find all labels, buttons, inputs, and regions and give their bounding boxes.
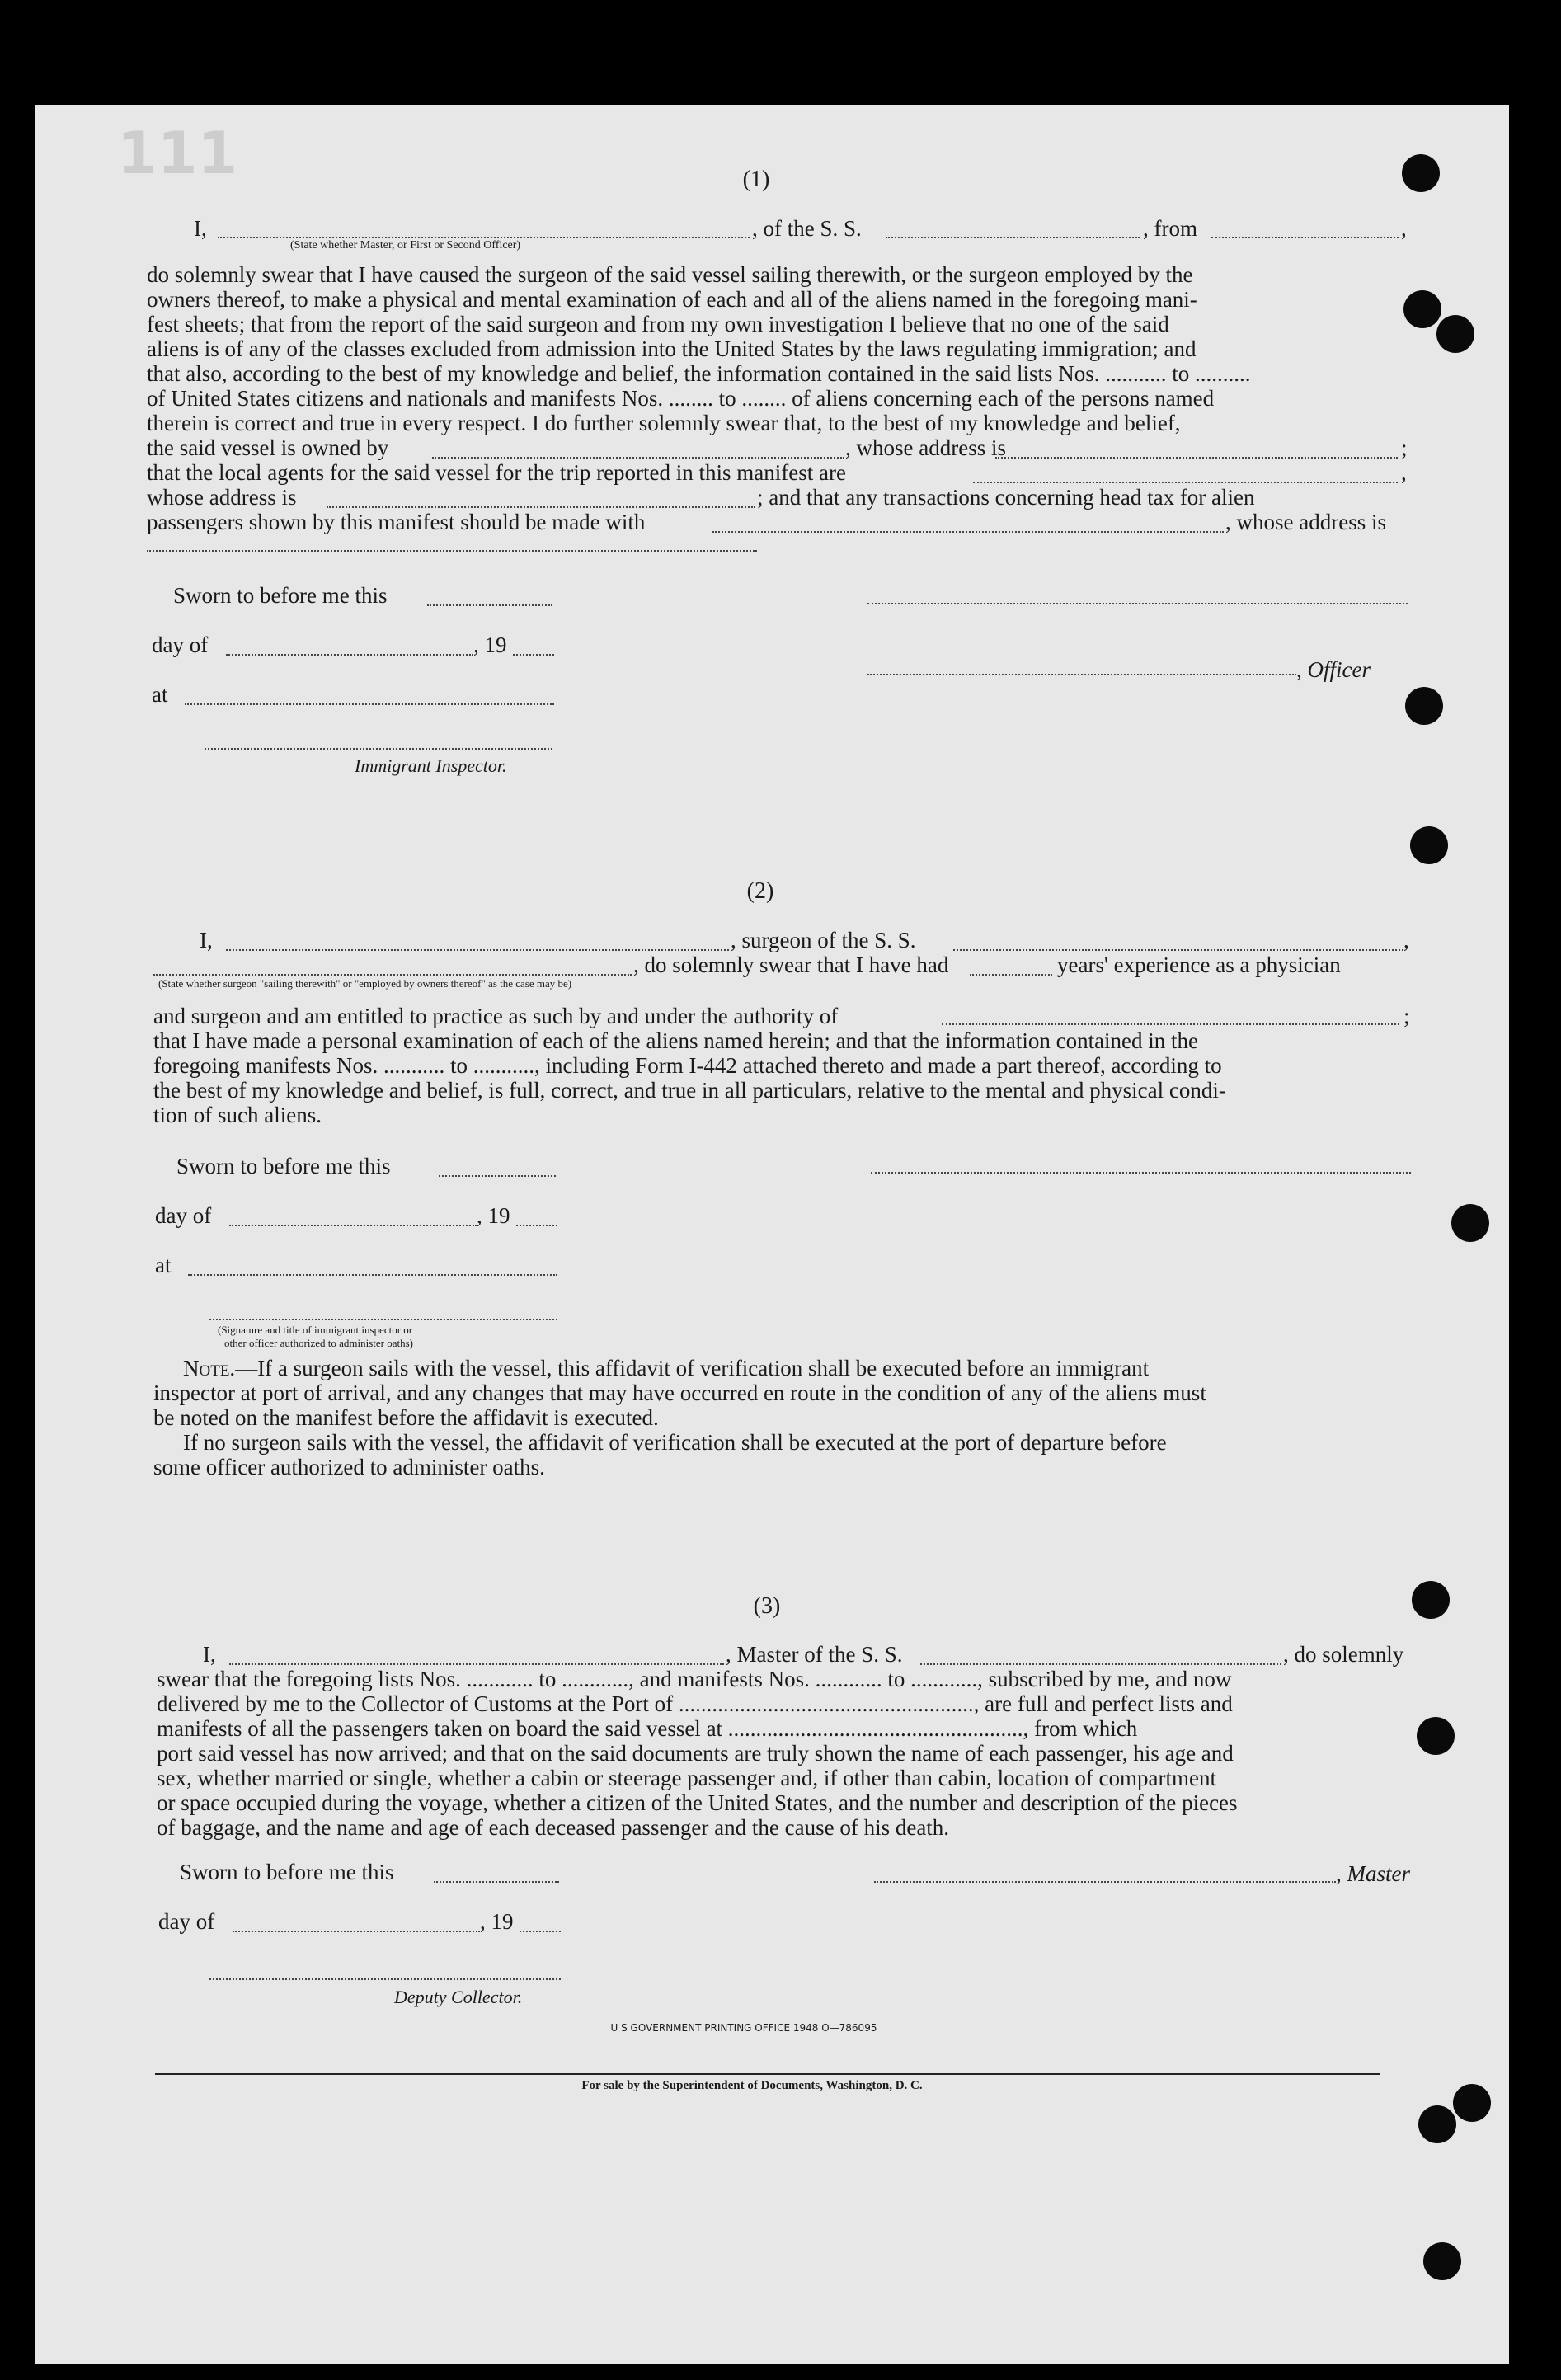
surgeon-type-blank[interactable] — [153, 974, 632, 976]
note-label: Note. — [183, 1356, 236, 1380]
body-line: that also, according to the best of my knowledge and belief, the information contained in the said lists Nos. ........... to .......... — [147, 361, 1251, 386]
at-label: at — [155, 1253, 172, 1277]
master-of-label: , Master of the S. S. — [726, 1642, 903, 1667]
surgeon-type-hint: (State whether surgeon "sailing therewith" or "employed by owners thereof" as the case may be) — [158, 977, 572, 990]
note-line — [153, 1356, 1413, 1380]
semicolon: ; — [1403, 1004, 1410, 1028]
binder-hole — [1402, 154, 1440, 192]
at-blank[interactable] — [185, 703, 554, 705]
section-3-vessel-blank[interactable] — [920, 1663, 1281, 1665]
local-agents-label: that the local agents for the said vessel for the trip reported in this manifest are — [147, 460, 846, 485]
note-line: inspector at port of arrival, and any changes that may have occurred en route in the condition of any of the aliens must — [153, 1380, 1206, 1405]
do-solemnly-label: , do solemnly — [1283, 1642, 1404, 1667]
body-line: of baggage, and the name and age of each deceased passenger and the cause of his death. — [157, 1815, 950, 1840]
binder-hole — [1412, 1581, 1450, 1619]
section-1-body — [147, 262, 1410, 435]
body-line: tion of such aliens. — [153, 1103, 322, 1127]
officer-hint: (State whether Master, or First or Second Officer) — [290, 239, 521, 252]
body-line: do solemnly swear that I have caused the surgeon of the said vessel sailing therewith, or the surgeon employed by the — [147, 262, 1193, 287]
note-line: be noted on the manifest before the affidavit is executed. — [153, 1405, 659, 1430]
binder-hole — [1423, 2242, 1461, 2280]
body-line: swear that the foregoing lists Nos. ............ to ............, and manifests Nos. ............ to ............, subscribed by me, and now — [157, 1667, 1232, 1691]
signature-hint: (Signature and title of immigrant inspector or — [218, 1324, 413, 1336]
inspector-label: Immigrant Inspector. — [355, 755, 507, 776]
authority-blank[interactable] — [942, 1023, 1399, 1025]
section-2-vessel-blank[interactable] — [953, 949, 1403, 951]
day-of-blank[interactable] — [233, 1931, 480, 1932]
master-label: , Master — [1336, 1861, 1410, 1886]
collector-label: Deputy Collector. — [394, 1987, 523, 2007]
body-line: or space occupied during the voyage, whether a citizen of the United States, and the number and description of the pieces — [157, 1790, 1238, 1815]
body-line: manifests of all the passengers taken on board the said vessel at ....................................................., from which — [157, 1716, 1138, 1741]
body-line: of United States citizens and nationals and manifests Nos. ........ to ........ of aliens concerning each of the persons named — [147, 386, 1215, 411]
comma: , — [1401, 460, 1407, 485]
head-tax-agent-blank[interactable] — [712, 531, 1224, 533]
local-agents-blank[interactable] — [973, 482, 1398, 483]
faded-stamp: 111 — [117, 120, 238, 187]
year-label: , 19 — [477, 1203, 510, 1228]
body-line: foregoing manifests Nos. ........... to ..........., including Form I-442 attached thereto and made a part thereof, according to — [153, 1053, 1222, 1078]
form-page — [35, 105, 1509, 2364]
section-2-number: (2) — [746, 878, 774, 904]
body-line: port said vessel has now arrived; and that on the said documents are truly shown the name of each passenger, his age and — [157, 1741, 1234, 1766]
body-line: sex, whether married or single, whether a cabin or steerage passenger and, if other than cabin, location of compartment — [157, 1766, 1217, 1790]
year-label: , 19 — [473, 633, 507, 657]
signature-hint: other officer authorized to administer oaths) — [224, 1337, 413, 1349]
inspector-signature-blank[interactable] — [205, 748, 552, 750]
year-blank[interactable] — [520, 1931, 561, 1932]
passengers-label: passengers shown by this manifest should be made with — [147, 510, 646, 534]
sworn-date-blank[interactable] — [427, 604, 552, 606]
sworn-date-blank[interactable] — [434, 1881, 559, 1883]
surgeon-of-label: , surgeon of the S. S. — [731, 928, 916, 952]
agent-address-blank[interactable] — [327, 506, 755, 508]
master-name-blank[interactable] — [229, 1663, 724, 1665]
at-label: at — [152, 682, 168, 707]
binder-hole — [1417, 1717, 1455, 1755]
surgeon-signature-blank[interactable] — [871, 1172, 1411, 1174]
collector-signature-blank[interactable] — [209, 1978, 561, 1980]
body-line: fest sheets; that from the report of the said surgeon and from my own investigation I believe that no one of the said — [147, 312, 1169, 336]
agent-address-label: whose address is — [147, 485, 297, 510]
surgeon-name-blank[interactable] — [226, 949, 729, 951]
years-blank[interactable] — [970, 974, 1052, 976]
body-line: delivered by me to the Collector of Customs at the Port of ....................................................., are full and perfect lists and — [157, 1691, 1233, 1716]
body-line: and surgeon and am entitled to practice as such by and under the authority of — [153, 1004, 839, 1028]
binder-hole — [1410, 826, 1448, 864]
body-line: aliens is of any of the classes excluded from admission into the United States by the laws regulating immigration; and — [147, 336, 1197, 361]
note-line: some officer authorized to administer oaths. — [153, 1455, 545, 1479]
day-of-blank[interactable] — [229, 1225, 477, 1226]
comma: , — [1401, 216, 1407, 241]
years-label: years' experience as a physician — [1057, 952, 1341, 977]
note-text: —If a surgeon sails with the vessel, this affidavit of verification shall be executed before an immigrant — [235, 1356, 1150, 1380]
head-tax-text: ; and that any transactions concerning head tax for alien — [757, 485, 1255, 510]
section-2-note — [153, 1356, 1413, 1479]
owner-address-label: , whose address is — [845, 435, 1006, 460]
officer-title-blank[interactable] — [867, 674, 1296, 675]
binder-hole — [1436, 315, 1474, 353]
day-of-blank[interactable] — [226, 654, 473, 656]
note-line: If no surgeon sails with the vessel, the affidavit of verification shall be executed at the port of departure before — [183, 1430, 1167, 1455]
binder-hole — [1451, 1204, 1489, 1242]
section-3-i-label: I, — [203, 1642, 216, 1667]
semicolon: ; — [1401, 435, 1408, 460]
owned-by-label: the said vessel is owned by — [147, 435, 389, 460]
day-of-label: day of — [155, 1203, 212, 1228]
body-line: that I have made a personal examination of each of the aliens named herein; and that the information contained in the — [153, 1028, 1199, 1053]
sworn-label: Sworn to before me this — [176, 1154, 391, 1178]
officer-signature-blank[interactable] — [867, 603, 1408, 604]
section-2-body — [153, 1004, 1411, 1127]
section-1-from-label: , from — [1143, 216, 1197, 241]
sworn-label: Sworn to before me this — [180, 1860, 394, 1884]
binder-hole — [1403, 290, 1441, 328]
vessel-name-blank[interactable] — [886, 237, 1140, 238]
at-blank[interactable] — [188, 1274, 557, 1276]
section-1-i-label: I, — [194, 216, 207, 241]
binder-hole — [1418, 2105, 1456, 2143]
officer-label: , Officer — [1296, 657, 1371, 682]
swear-had-label: , do solemnly swear that I have had — [633, 952, 949, 977]
footer-sale-note: For sale by the Superintendent of Documents, Washington, D. C. — [581, 2079, 923, 2092]
day-of-label: day of — [158, 1909, 215, 1934]
body-line: owners thereof, to make a physical and mental examination of each and all of the aliens named in the foregoing mani- — [147, 287, 1197, 312]
binder-hole — [1453, 2084, 1491, 2122]
section-1-of-ss-label: , of the S. S. — [752, 216, 862, 241]
sworn-date-blank[interactable] — [439, 1175, 556, 1177]
section-3-body — [157, 1667, 1418, 1840]
master-signature-blank[interactable] — [874, 1881, 1336, 1883]
body-line: therein is correct and true in every respect. I do further solemnly swear that, to the best of my knowledge and belief, — [147, 411, 1181, 435]
from-port-blank[interactable] — [1211, 237, 1399, 238]
section-3-number: (3) — [753, 1593, 781, 1619]
body-line: the best of my knowledge and belief, is full, correct, and true in all particulars, relative to the mental and physical condi- — [153, 1078, 1226, 1103]
section-1-number: (1) — [742, 167, 770, 192]
day-of-label: day of — [152, 633, 209, 657]
sworn-label: Sworn to before me this — [173, 583, 388, 608]
year-blank[interactable] — [516, 1225, 557, 1226]
printer-line: U S GOVERNMENT PRINTING OFFICE 1948 O—786095 — [610, 2022, 877, 2034]
inspector-signature-blank[interactable] — [209, 1319, 557, 1320]
head-tax-address-blank[interactable] — [147, 550, 757, 552]
binder-hole — [1405, 687, 1443, 725]
head-tax-address-label: , whose address is — [1225, 510, 1386, 534]
comma: , — [1403, 928, 1409, 952]
owner-address-blank[interactable] — [995, 457, 1398, 459]
officer-name-blank[interactable] — [218, 237, 750, 238]
owner-blank[interactable] — [432, 457, 844, 459]
year-blank[interactable] — [513, 654, 554, 656]
footer-rule — [155, 2073, 1380, 2075]
year-label: , 19 — [480, 1909, 514, 1934]
section-2-i-label: I, — [200, 928, 213, 952]
